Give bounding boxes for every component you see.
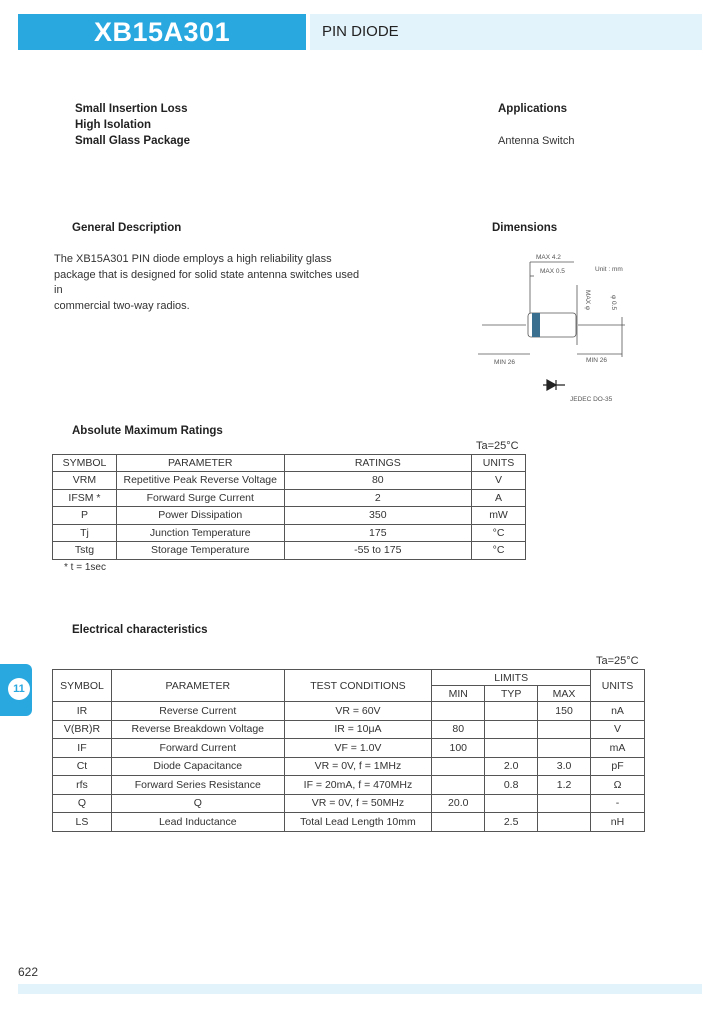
- description-line-3: commercial two-way radios.: [54, 299, 190, 312]
- cell-test-condition: VR = 0V, f = 50MHz: [284, 794, 432, 813]
- cell-rating: 80: [284, 472, 471, 490]
- cell-symbol: Tstg: [53, 542, 117, 560]
- cell-max: [538, 813, 591, 832]
- feature-2: High Isolation: [75, 119, 152, 131]
- table-row: [53, 757, 645, 776]
- table-row: [53, 489, 526, 507]
- cell-parameter: Forward Surge Current: [116, 489, 284, 507]
- table-row: [53, 472, 526, 490]
- abs-max-footnote: * t = 1sec: [64, 562, 106, 573]
- cell-symbol: rfs: [53, 776, 112, 795]
- dim-package-code: JEDEC DO-35: [570, 396, 613, 403]
- feature-1: Small Insertion Loss: [75, 103, 188, 115]
- cell-symbol: IF: [53, 739, 112, 758]
- cell-unit: °C: [472, 524, 526, 542]
- col-header-typ: TYP: [485, 686, 538, 702]
- cell-max: [538, 794, 591, 813]
- cell-rating: 175: [284, 524, 471, 542]
- cell-min: [432, 813, 485, 832]
- table-row: [53, 739, 645, 758]
- cell-parameter: Reverse Current: [111, 702, 284, 721]
- col-header-units: UNITS: [591, 670, 645, 702]
- dim-max-dia: MAX φ: [584, 290, 591, 311]
- application-item: Antenna Switch: [498, 135, 575, 147]
- cell-test-condition: IR = 10μA: [284, 720, 432, 739]
- cell-test-condition: IF = 20mA, f = 470MHz: [284, 776, 432, 795]
- page-number: 622: [18, 965, 39, 979]
- table-row: [53, 507, 526, 525]
- cell-min: [432, 776, 485, 795]
- cell-typ: [485, 702, 538, 721]
- cell-parameter: Q: [111, 794, 284, 813]
- col-header-symbol: SYMBOL: [53, 670, 112, 702]
- dimensions-title: Dimensions: [492, 222, 558, 234]
- abs-max-condition: Ta=25°C: [476, 440, 519, 452]
- electrical-condition: Ta=25°C: [596, 655, 639, 667]
- cell-typ: 0.8: [485, 776, 538, 795]
- cell-test-condition: Total Lead Length 10mm: [284, 813, 432, 832]
- cell-unit: Ω: [591, 776, 645, 795]
- col-header-min: MIN: [432, 686, 485, 702]
- feature-3: Small Glass Package: [75, 135, 191, 147]
- dim-unit: Unit : mm: [595, 266, 623, 273]
- cell-symbol: IFSM *: [53, 489, 117, 507]
- table-row: [53, 524, 526, 542]
- cell-rating: 350: [284, 507, 471, 525]
- cell-min: [432, 702, 485, 721]
- cell-parameter: Reverse Breakdown Voltage: [111, 720, 284, 739]
- section-number-badge: 11: [8, 678, 30, 700]
- dim-min-left: MIN 26: [494, 359, 515, 366]
- dim-max-body-len: MAX 4.2: [536, 254, 561, 261]
- device-type: PIN DIODE: [322, 23, 399, 40]
- device-type-banner: [310, 14, 702, 50]
- cell-typ: 2.0: [485, 757, 538, 776]
- col-header-symbol: SYMBOL: [53, 455, 117, 472]
- cell-symbol: IR: [53, 702, 112, 721]
- table-row: [53, 794, 645, 813]
- cell-symbol: V(BR)R: [53, 720, 112, 739]
- cell-symbol: Q: [53, 794, 112, 813]
- cell-test-condition: VF = 1.0V: [284, 739, 432, 758]
- cell-parameter: Lead Inductance: [111, 813, 284, 832]
- footer-bar: [18, 984, 702, 994]
- cell-max: [538, 739, 591, 758]
- cell-parameter: Forward Series Resistance: [111, 776, 284, 795]
- dim-min-right: MIN 26: [586, 357, 607, 364]
- cell-unit: V: [472, 472, 526, 490]
- col-header-max: MAX: [538, 686, 591, 702]
- cathode-band: [532, 313, 540, 337]
- table-row: [53, 776, 645, 795]
- abs-max-title: Absolute Maximum Ratings: [72, 425, 223, 437]
- cell-unit: A: [472, 489, 526, 507]
- cell-rating: 2: [284, 489, 471, 507]
- cell-parameter: Power Dissipation: [116, 507, 284, 525]
- cell-typ: 2.5: [485, 813, 538, 832]
- table-row: [53, 702, 645, 721]
- cell-max: [538, 720, 591, 739]
- cell-unit: mW: [472, 507, 526, 525]
- col-header-ratings: RATINGS: [284, 455, 471, 472]
- dim-max-lead: MAX 0.5: [540, 268, 565, 275]
- cell-unit: -: [591, 794, 645, 813]
- cell-typ: [485, 720, 538, 739]
- cell-rating: -55 to 175: [284, 542, 471, 560]
- cell-typ: [485, 739, 538, 758]
- cell-unit: V: [591, 720, 645, 739]
- table-header-row: [53, 670, 645, 686]
- abs-max-table: [52, 454, 526, 560]
- cell-unit: nH: [591, 813, 645, 832]
- cell-unit: °C: [472, 542, 526, 560]
- description-line-2: package that is designed for solid state antenna switches used in: [54, 268, 360, 296]
- cell-min: 100: [432, 739, 485, 758]
- general-description-text: [54, 252, 364, 314]
- col-header-limits: LIMITS: [432, 670, 591, 686]
- cell-parameter: Repetitive Peak Reverse Voltage: [116, 472, 284, 490]
- cell-symbol: Tj: [53, 524, 117, 542]
- electrical-title: Electrical characteristics: [72, 624, 208, 636]
- dim-lead-dia: φ 0.5: [610, 295, 617, 311]
- table-row: [53, 813, 645, 832]
- dimensions-drawing: [470, 245, 640, 410]
- cell-parameter: Junction Temperature: [116, 524, 284, 542]
- part-number: XB15A301: [94, 17, 231, 47]
- col-header-test-conditions: TEST CONDITIONS: [284, 670, 432, 702]
- cell-unit: mA: [591, 739, 645, 758]
- cell-test-condition: VR = 60V: [284, 702, 432, 721]
- table-row: [53, 720, 645, 739]
- cell-parameter: Storage Temperature: [116, 542, 284, 560]
- cell-max: 1.2: [538, 776, 591, 795]
- cell-symbol: VRM: [53, 472, 117, 490]
- cell-max: 150: [538, 702, 591, 721]
- cell-typ: [485, 794, 538, 813]
- cell-max: 3.0: [538, 757, 591, 776]
- col-header-parameter: PARAMETER: [111, 670, 284, 702]
- col-header-units: UNITS: [472, 455, 526, 472]
- cell-symbol: LS: [53, 813, 112, 832]
- electrical-table: [52, 669, 645, 832]
- cell-parameter: Diode Capacitance: [111, 757, 284, 776]
- cell-unit: nA: [591, 702, 645, 721]
- part-number-banner: [18, 14, 306, 50]
- table-header-row: [53, 455, 526, 472]
- cell-min: 80: [432, 720, 485, 739]
- applications-title: Applications: [498, 103, 568, 115]
- cell-parameter: Forward Current: [111, 739, 284, 758]
- cell-min: [432, 757, 485, 776]
- cell-unit: pF: [591, 757, 645, 776]
- cell-test-condition: VR = 0V, f = 1MHz: [284, 757, 432, 776]
- general-description-title: General Description: [72, 222, 182, 234]
- cell-symbol: P: [53, 507, 117, 525]
- cell-min: 20.0: [432, 794, 485, 813]
- table-row: [53, 542, 526, 560]
- cell-symbol: Ct: [53, 757, 112, 776]
- description-line-1: The XB15A301 PIN diode employs a high reliability glass: [54, 253, 332, 265]
- col-header-parameter: PARAMETER: [116, 455, 284, 472]
